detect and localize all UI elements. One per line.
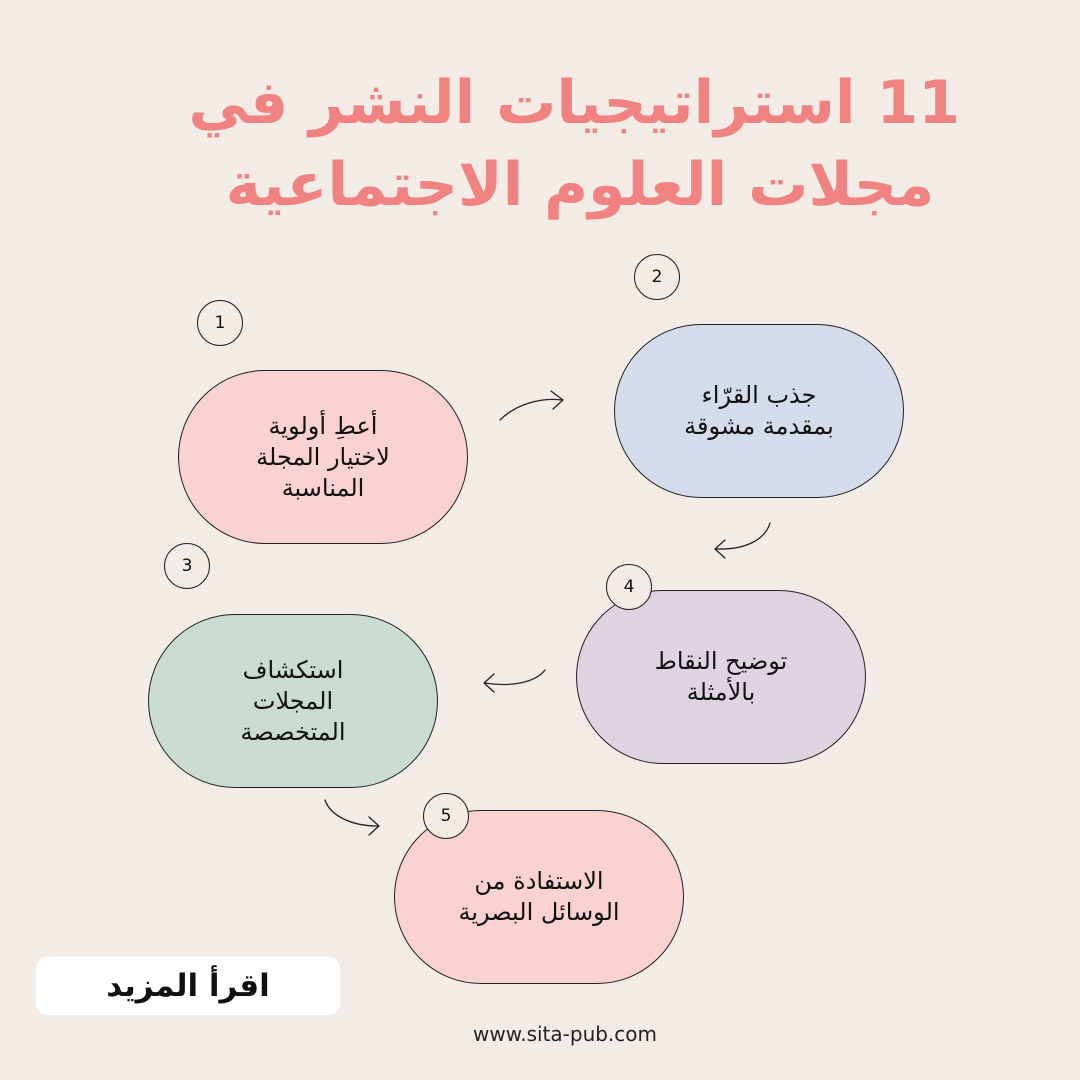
step-1-number: 1	[197, 300, 243, 346]
step-4-number: 4	[606, 564, 652, 610]
title-line-2: مجلات العلوم الاجتماعية	[225, 150, 935, 220]
step-1-box	[178, 370, 468, 544]
footer-url[interactable]: www.sita-pub.com	[472, 1022, 658, 1046]
arrow-3-to-5-icon	[325, 800, 379, 835]
title-line-1: 11 استراتيجيات النشر في	[188, 68, 960, 138]
arrow-1-to-2-icon	[500, 391, 563, 420]
step-1-label: أعطِ أولوية لاختيار المجلة المناسبة	[256, 411, 390, 502]
step-5-number: 5	[423, 793, 469, 839]
page-title	[188, 62, 960, 226]
read-more-button[interactable]: اقرأ المزيد	[36, 957, 340, 1015]
step-2-number: 2	[634, 254, 680, 300]
step-4-label: توضيح النقاط بالأمثلة	[654, 647, 788, 706]
step-2-label: جذب القرّاء بمقدمة مشوقة	[684, 381, 834, 440]
step-5-label: الاستفادة من الوسائل البصرية	[458, 867, 620, 926]
arrow-2-to-4-icon	[715, 523, 770, 558]
arrow-4-to-3-icon	[484, 670, 545, 692]
step-4-box	[576, 590, 866, 764]
step-3-label: استكشاف المجلات المتخصصة	[240, 655, 346, 746]
step-2-box	[614, 324, 904, 498]
step-3-number: 3	[164, 543, 210, 589]
step-3-box	[148, 614, 438, 788]
